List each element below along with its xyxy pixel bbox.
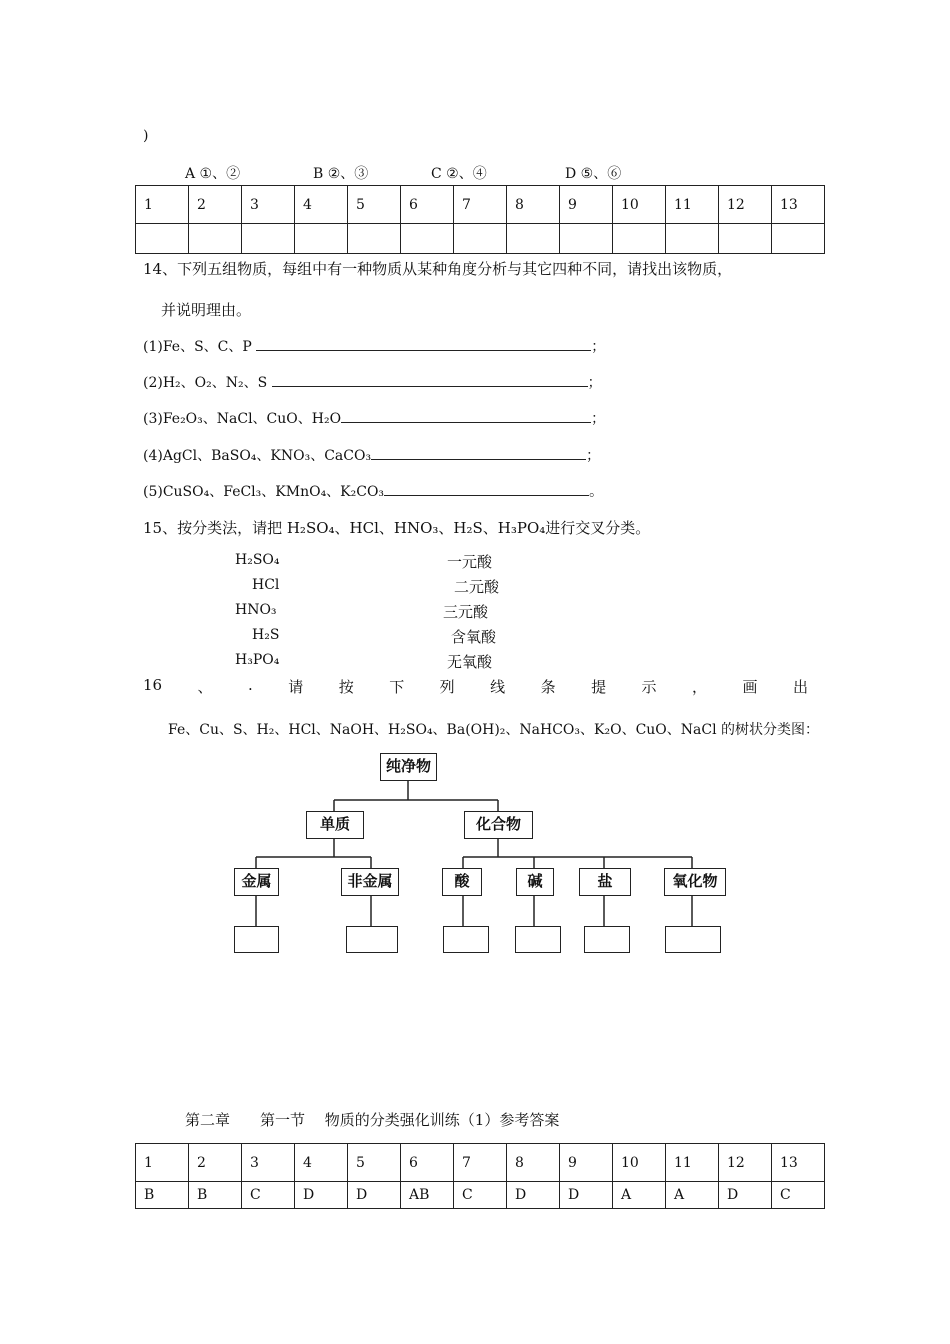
q16-char: 条 [540,678,556,696]
tree-root-box: 纯净物 [380,753,437,781]
table-cell: 2 [189,186,242,224]
q16-char: 16 [143,676,163,694]
q14-item-end: ； [591,411,606,427]
q15-acid[interactable]: HNO₃ [235,602,277,618]
q16-char: 按 [338,678,354,696]
answer-cell: A [666,1182,719,1209]
q15-acid[interactable]: H₃PO₄ [235,652,280,668]
q15-class[interactable]: 二元酸 [454,578,500,596]
tree-node-oxides: 氧化物 [664,868,726,896]
answer-cell: B [189,1182,242,1209]
tree-node-compounds: 化合物 [464,811,533,839]
q16-line2: Fe、Cu、S、H₂、HCl、NaOH、H₂SO₄、Ba(OH)₂、NaHCO₃、K₂O、CuO、NaCl 的树状分类图： [168,722,820,738]
q16-char: ， [692,678,708,696]
tree-node-bases: 碱 [516,868,554,896]
table-cell: 6 [401,186,454,224]
q14-item-end: ； [591,339,606,355]
answer-cell: D [560,1182,613,1209]
table-cell: 5 [348,186,401,224]
tree-answer-box-salts[interactable] [584,926,630,953]
top-paren: ) [143,128,149,144]
table-cell: 4 [295,186,348,224]
q16-char: 下 [389,678,405,696]
tree-node-elements: 单质 [306,811,364,839]
tree-node-metals: 金属 [234,868,279,896]
q15-question: 15、按分类法，请把 H₂SO₄、HCl、HNO₃、H₂S、H₃PO₄进行交叉分类。 [143,519,651,537]
tree-answer-box-nonmetals[interactable] [346,926,398,953]
answer-cell: B [136,1182,189,1209]
table-cell: 11 [666,1144,719,1182]
table-cell: 2 [189,1144,242,1182]
q15-acid[interactable]: H₂SO₄ [235,552,280,568]
option-a: A ①、② [185,166,241,182]
q16-char: 画 [742,678,758,696]
table-cell: 11 [666,186,719,224]
tree-answer-box-bases[interactable] [515,926,561,953]
table-cell: 7 [454,1144,507,1182]
q16-char: 提 [591,678,607,696]
q14-item-label: (2)H₂、O₂、N₂、S [143,375,268,391]
table-cell: 7 [454,186,507,224]
q16-char: 出 [792,678,808,696]
q15-class[interactable]: 含氧酸 [451,628,497,646]
q14-item-label: (1)Fe、S、C、P [143,339,252,355]
table-row [136,1144,825,1182]
table-cell: 6 [401,1144,454,1182]
q14-item-end: ； [586,448,601,464]
answer-key-table [135,1143,825,1209]
answer-cell: AB [401,1182,454,1209]
tree-answer-box-metals[interactable] [234,926,279,953]
q14-item-end: 。 [589,484,604,500]
answer-cell: C [454,1182,507,1209]
table-cell: 9 [560,1144,613,1182]
table-cell: 5 [348,1144,401,1182]
q14-item-label: (5)CuSO₄、FeCl₃、KMnO₄、K₂CO₃ [143,484,385,500]
answer-cell: D [719,1182,772,1209]
q16-char: 请 [288,678,304,696]
table-cell: 3 [242,1144,295,1182]
answer-cell: A [613,1182,666,1209]
q14-line2: 并说明理由。 [161,301,252,319]
table-cell: 1 [136,1144,189,1182]
q15-class[interactable]: 三元酸 [443,603,489,621]
q14-line1: 14、下列五组物质，每组中有一种物质从某种角度分析与其它四种不同，请找出该物质， [143,260,733,278]
q16-char: 、 [197,678,213,696]
option-b: B ②、③ [313,166,369,182]
option-d: D ⑤、⑥ [565,166,622,182]
table-row [136,1182,825,1209]
tree-node-salts: 盐 [579,868,631,896]
q16-char: . [248,676,253,694]
q15-class[interactable]: 一元酸 [447,553,493,571]
option-c: C ②、④ [431,166,487,182]
q14-item-end: ； [587,375,602,391]
table-cell: 8 [507,186,560,224]
tree-answer-box-acids[interactable] [443,926,489,953]
table-cell: 8 [507,1144,560,1182]
q14-item-label: (3)Fe₂O₃、NaCl、CuO、H₂O [143,411,342,427]
table-cell: 3 [242,186,295,224]
answers-title: 第二章 第一节 物质的分类强化训练（1）参考答案 [185,1111,560,1129]
tree-answer-box-oxides[interactable] [665,926,721,953]
q16-char: 列 [439,678,455,696]
tree-node-nonmetals: 非金属 [341,868,399,896]
answer-cell: D [507,1182,560,1209]
answer-cell: D [295,1182,348,1209]
q15-acid[interactable]: HCl [252,577,280,593]
answer-cell: D [348,1182,401,1209]
q16-char: 线 [490,678,506,696]
table-cell: 13 [772,1144,825,1182]
table-cell: 13 [772,186,825,224]
table-cell: 9 [560,186,613,224]
table-cell: 12 [719,186,772,224]
answer-cell: C [772,1182,825,1209]
q14-item-label: (4)AgCl、BaSO₄、KNO₃、CaCO₃ [143,448,372,464]
table-cell: 10 [613,1144,666,1182]
table-cell: 10 [613,186,666,224]
answer-cell: C [242,1182,295,1209]
q16-char: 示 [641,678,657,696]
table-cell: 1 [136,186,189,224]
table-cell: 12 [719,1144,772,1182]
q15-class[interactable]: 无氧酸 [447,653,493,671]
q15-acid[interactable]: H₂S [252,627,280,643]
tree-node-acids: 酸 [442,868,482,896]
table-cell: 4 [295,1144,348,1182]
